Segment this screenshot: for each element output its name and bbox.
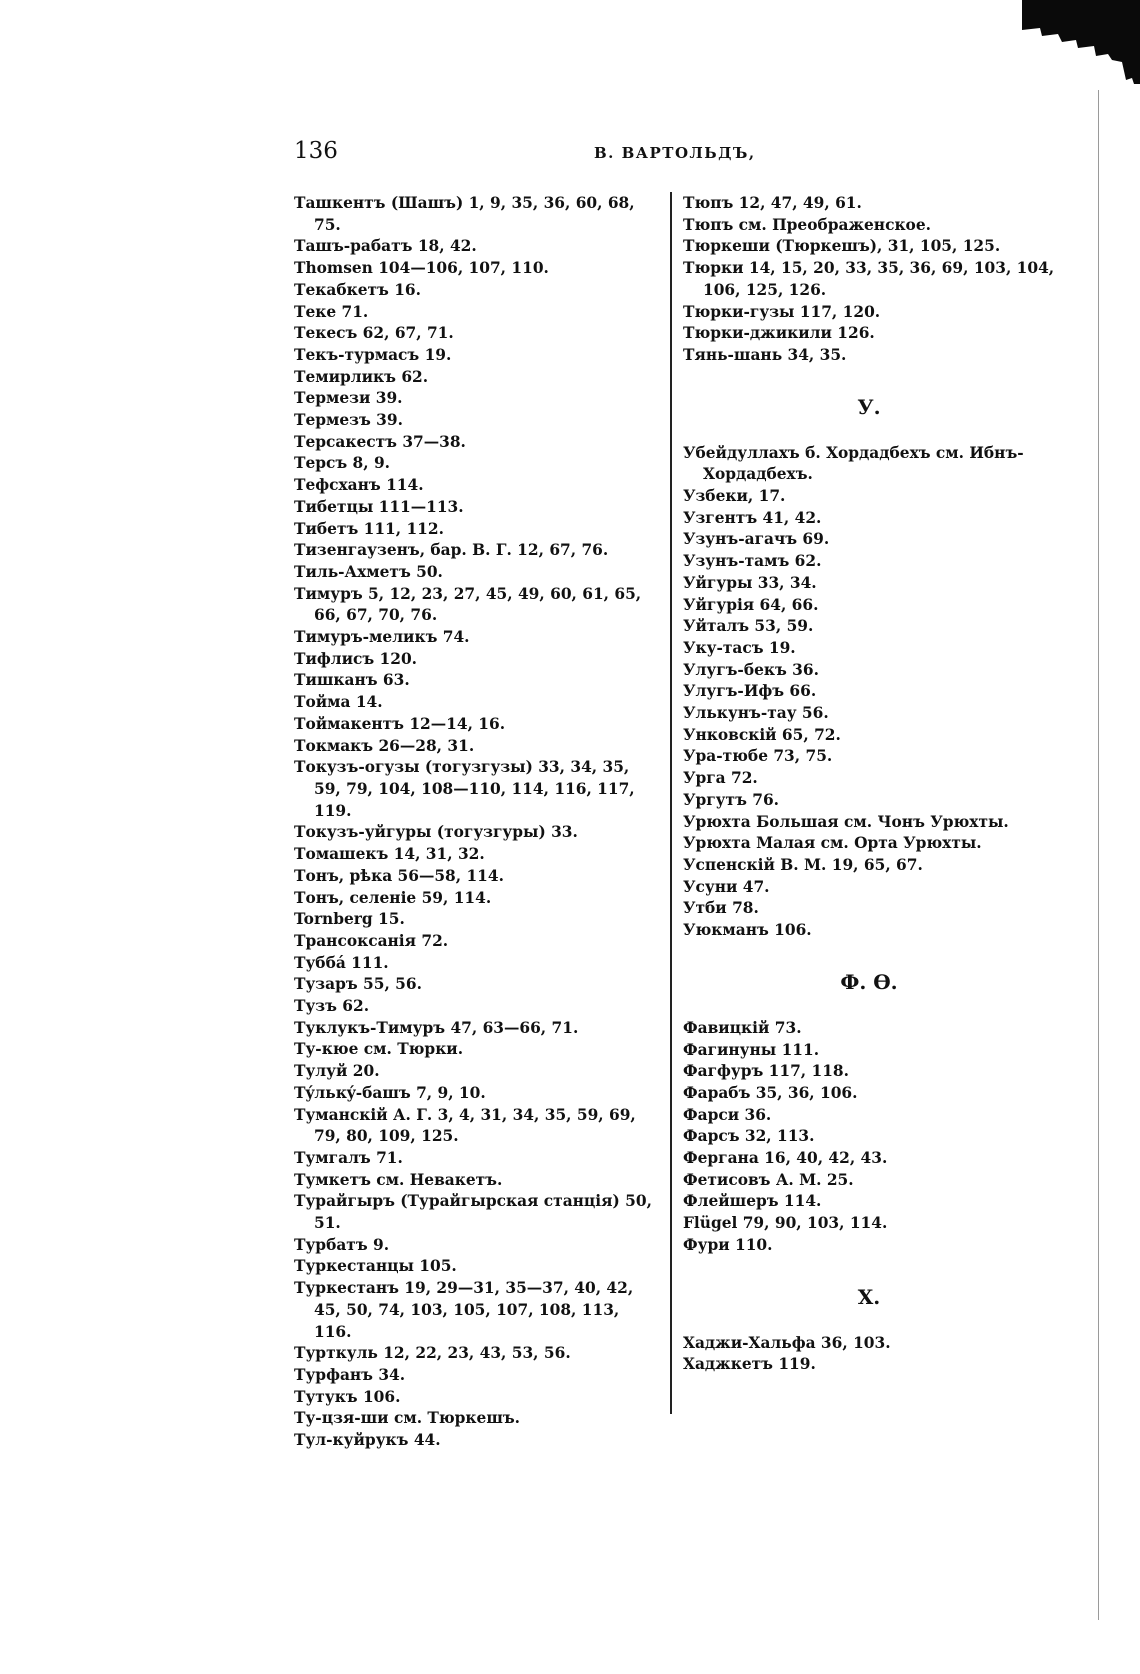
index-entry: Турткуль 12, 22, 23, 43, 53, 56. xyxy=(294,1344,571,1363)
index-entry: Токмакъ 26—28, 31. xyxy=(294,736,475,755)
index-entry: Улугъ-бекъ 36. xyxy=(683,660,819,679)
index-entry: Фергана 16, 40, 42, 43. xyxy=(683,1149,888,1168)
index-entry: Фетисовъ А. М. 25. xyxy=(683,1170,854,1189)
index-entry: Туркестанцы 105. xyxy=(294,1257,457,1276)
index-entry: Тумкетъ см. Невакетъ. xyxy=(294,1170,503,1189)
index-entry: Термези 39. xyxy=(294,389,403,408)
index-entry: Терсъ 8, 9. xyxy=(294,454,391,473)
index-entry: Тул-куйрукъ 44. xyxy=(294,1431,441,1450)
index-entry: Хаджкетъ 119. xyxy=(683,1355,816,1374)
index-entry: Ургутъ 76. xyxy=(683,790,780,809)
index-entry: Убейдуллахъ б. Хордадбехъ см. Ибнъ-Хордадбехъ. xyxy=(683,443,1024,484)
index-entry: Уйгуры 33, 34. xyxy=(683,573,817,592)
index-entry: Ташкентъ (Шашъ) 1, 9, 35, 36, 60, 68, 75. xyxy=(294,194,635,234)
index-entry: Уюкманъ 106. xyxy=(683,921,812,940)
index-entry: Tornberg 15. xyxy=(294,910,405,929)
index-entry: Терсакестъ 37—38. xyxy=(294,432,466,451)
index-entry: Тюпъ 12, 47, 49, 61. xyxy=(683,194,862,212)
index-entry: Тонъ, рѣка 56—58, 114. xyxy=(294,866,504,885)
index-entry: Уйталъ 53, 59. xyxy=(683,617,814,636)
index-entry: Фарсъ 32, 113. xyxy=(683,1127,815,1146)
index-entry: Хаджи-Хальфа 36, 103. xyxy=(683,1333,891,1352)
index-column-left xyxy=(294,193,660,1452)
index-entry: Тибетъ 111, 112. xyxy=(294,519,444,538)
index-entry: Тянь-шань 34, 35. xyxy=(683,345,847,364)
index-entry: Ту-цзя-ши см. Тюркешъ. xyxy=(294,1409,521,1428)
index-entry: Улькунъ-тау 56. xyxy=(683,704,829,723)
index-entry: Тузъ 62. xyxy=(294,997,370,1016)
index-entry: Узунъ-агачъ 69. xyxy=(683,530,830,549)
index-entry: Урга 72. xyxy=(683,769,758,788)
index-entry: Токузъ-огузы (тогузгузы) 33, 34, 35, 59, 79, 104, 108—110, 114, 116, 117, 119. xyxy=(294,758,635,820)
index-entry: Фагфуръ 117, 118. xyxy=(683,1062,849,1081)
index-entry: Турфанъ 34. xyxy=(294,1365,406,1384)
index-entry: Thomsen 104—106, 107, 110. xyxy=(294,259,549,278)
index-entry: Тишканъ 63. xyxy=(294,671,410,690)
index-entry: Тюрки-джикили 126. xyxy=(683,324,875,343)
index-entry: Туркестанъ 19, 29—31, 35—37, 40, 42, 45, 50, 74, 103, 105, 107, 108, 113, 116. xyxy=(294,1279,634,1341)
index-entry: Тиль-Ахметъ 50. xyxy=(294,562,443,581)
index-entry: Тизенгаузенъ, бар. В. Г. 12, 67, 76. xyxy=(294,541,609,560)
index-entry: Тонъ, селеніе 59, 114. xyxy=(294,888,492,907)
index-entry: Уйгурія 64, 66. xyxy=(683,595,819,614)
index-entry: Темирликъ 62. xyxy=(294,367,429,386)
index-entry: Туббá 111. xyxy=(294,953,389,972)
index-entry: Текабкетъ 16. xyxy=(294,280,421,299)
index-entry: Тимуръ-меликъ 74. xyxy=(294,628,470,647)
index-entry: Успенскій В. М. 19, 65, 67. xyxy=(683,855,923,874)
index-entry: Томашекъ 14, 31, 32. xyxy=(294,845,485,864)
index-entry: Усуни 47. xyxy=(683,877,770,896)
index-entry: Тойма 14. xyxy=(294,693,383,712)
index-entry: Тюпъ см. Преображенское. xyxy=(683,215,931,234)
index-entry: Тибетцы 111—113. xyxy=(294,497,464,516)
index-entry: Уку-тасъ 19. xyxy=(683,638,796,657)
index-entry: Узбеки, 17. xyxy=(683,487,786,506)
index-entry: Текесъ 62, 67, 71. xyxy=(294,324,454,343)
index-entry: Узунъ-тамъ 62. xyxy=(683,552,822,571)
scan-edge-mark xyxy=(1022,0,1140,88)
index-entry: Узгентъ 41, 42. xyxy=(683,508,822,527)
index-entry: Трансоксанія 72. xyxy=(294,931,449,950)
index-entry: Улугъ-Ифъ 66. xyxy=(683,682,817,701)
column-divider xyxy=(670,192,672,1414)
index-entry: Тефсханъ 114. xyxy=(294,476,424,495)
page-header xyxy=(294,138,1054,172)
page-number: 136 xyxy=(294,138,338,164)
index-entry: Ташъ-рабатъ 18, 42. xyxy=(294,237,477,256)
index-entry: Тутукъ 106. xyxy=(294,1387,401,1406)
index-entry: Тулуй 20. xyxy=(294,1062,380,1081)
running-title: В. ВАРТОЛЬДЪ, xyxy=(594,144,756,162)
index-entry: Фагинуны 111. xyxy=(683,1040,820,1059)
index-entry: Текъ-турмасъ 19. xyxy=(294,345,452,364)
index-entry: Фарабъ 35, 36, 106. xyxy=(683,1083,858,1102)
index-entry: Термезъ 39. xyxy=(294,411,403,430)
index-entry: Теке 71. xyxy=(294,302,369,321)
index-entry: Ура-тюбе 73, 75. xyxy=(683,747,833,766)
index-entry: Турайгыръ (Турайгырская станція) 50, 51. xyxy=(294,1192,652,1233)
index-entry: Фури 110. xyxy=(683,1235,773,1254)
index-entry: Flügel 79, 90, 103, 114. xyxy=(683,1214,888,1233)
section-heading-f: Ф. Ѳ. xyxy=(840,969,898,994)
section-heading-u: У. xyxy=(857,394,881,419)
index-entry: Ту-кюе см. Тюрки. xyxy=(294,1040,464,1059)
index-entry: Турбатъ 9. xyxy=(294,1235,390,1254)
index-entry: Унковскій 65, 72. xyxy=(683,725,841,744)
index-entry: Фавицкій 73. xyxy=(683,1018,802,1037)
index-entry: Урюхта Большая см. Чонъ Урюхты. xyxy=(683,812,1009,831)
index-entry: Тýлькý-башъ 7, 9, 10. xyxy=(294,1083,486,1102)
index-entry: Флейшеръ 114. xyxy=(683,1192,822,1211)
index-entry: Тузаръ 55, 56. xyxy=(294,975,422,994)
index-entry: Тумгалъ 71. xyxy=(294,1148,403,1167)
index-column-right xyxy=(683,193,1055,1376)
index-entry: Тоймакентъ 12—14, 16. xyxy=(294,714,506,733)
index-entry: Урюхта Малая см. Орта Урюхты. xyxy=(683,834,982,853)
section-heading-h: Х. xyxy=(857,1284,881,1309)
page-edge-rule xyxy=(1098,90,1099,1620)
index-entry: Туклукъ-Тимуръ 47, 63—66, 71. xyxy=(294,1018,579,1037)
index-entry: Токузъ-уйгуры (тогузгуры) 33. xyxy=(294,823,578,842)
index-entry: Тимуръ 5, 12, 23, 27, 45, 49, 60, 61, 65, 66, 67, 70, 76. xyxy=(294,584,642,625)
index-entry: Фарси 36. xyxy=(683,1105,772,1124)
index-entry: Тюркеши (Тюркешъ), 31, 105, 125. xyxy=(683,237,1001,256)
index-entry: Утби 78. xyxy=(683,899,759,918)
index-entry: Тюрки 14, 15, 20, 33, 35, 36, 69, 103, 104, 106, 125, 126. xyxy=(683,259,1055,299)
index-entry: Туманскій А. Г. 3, 4, 31, 34, 35, 59, 69, 79, 80, 109, 125. xyxy=(294,1105,636,1146)
index-entry: Тифлисъ 120. xyxy=(294,649,418,668)
index-entry: Тюрки-гузы 117, 120. xyxy=(683,302,881,321)
